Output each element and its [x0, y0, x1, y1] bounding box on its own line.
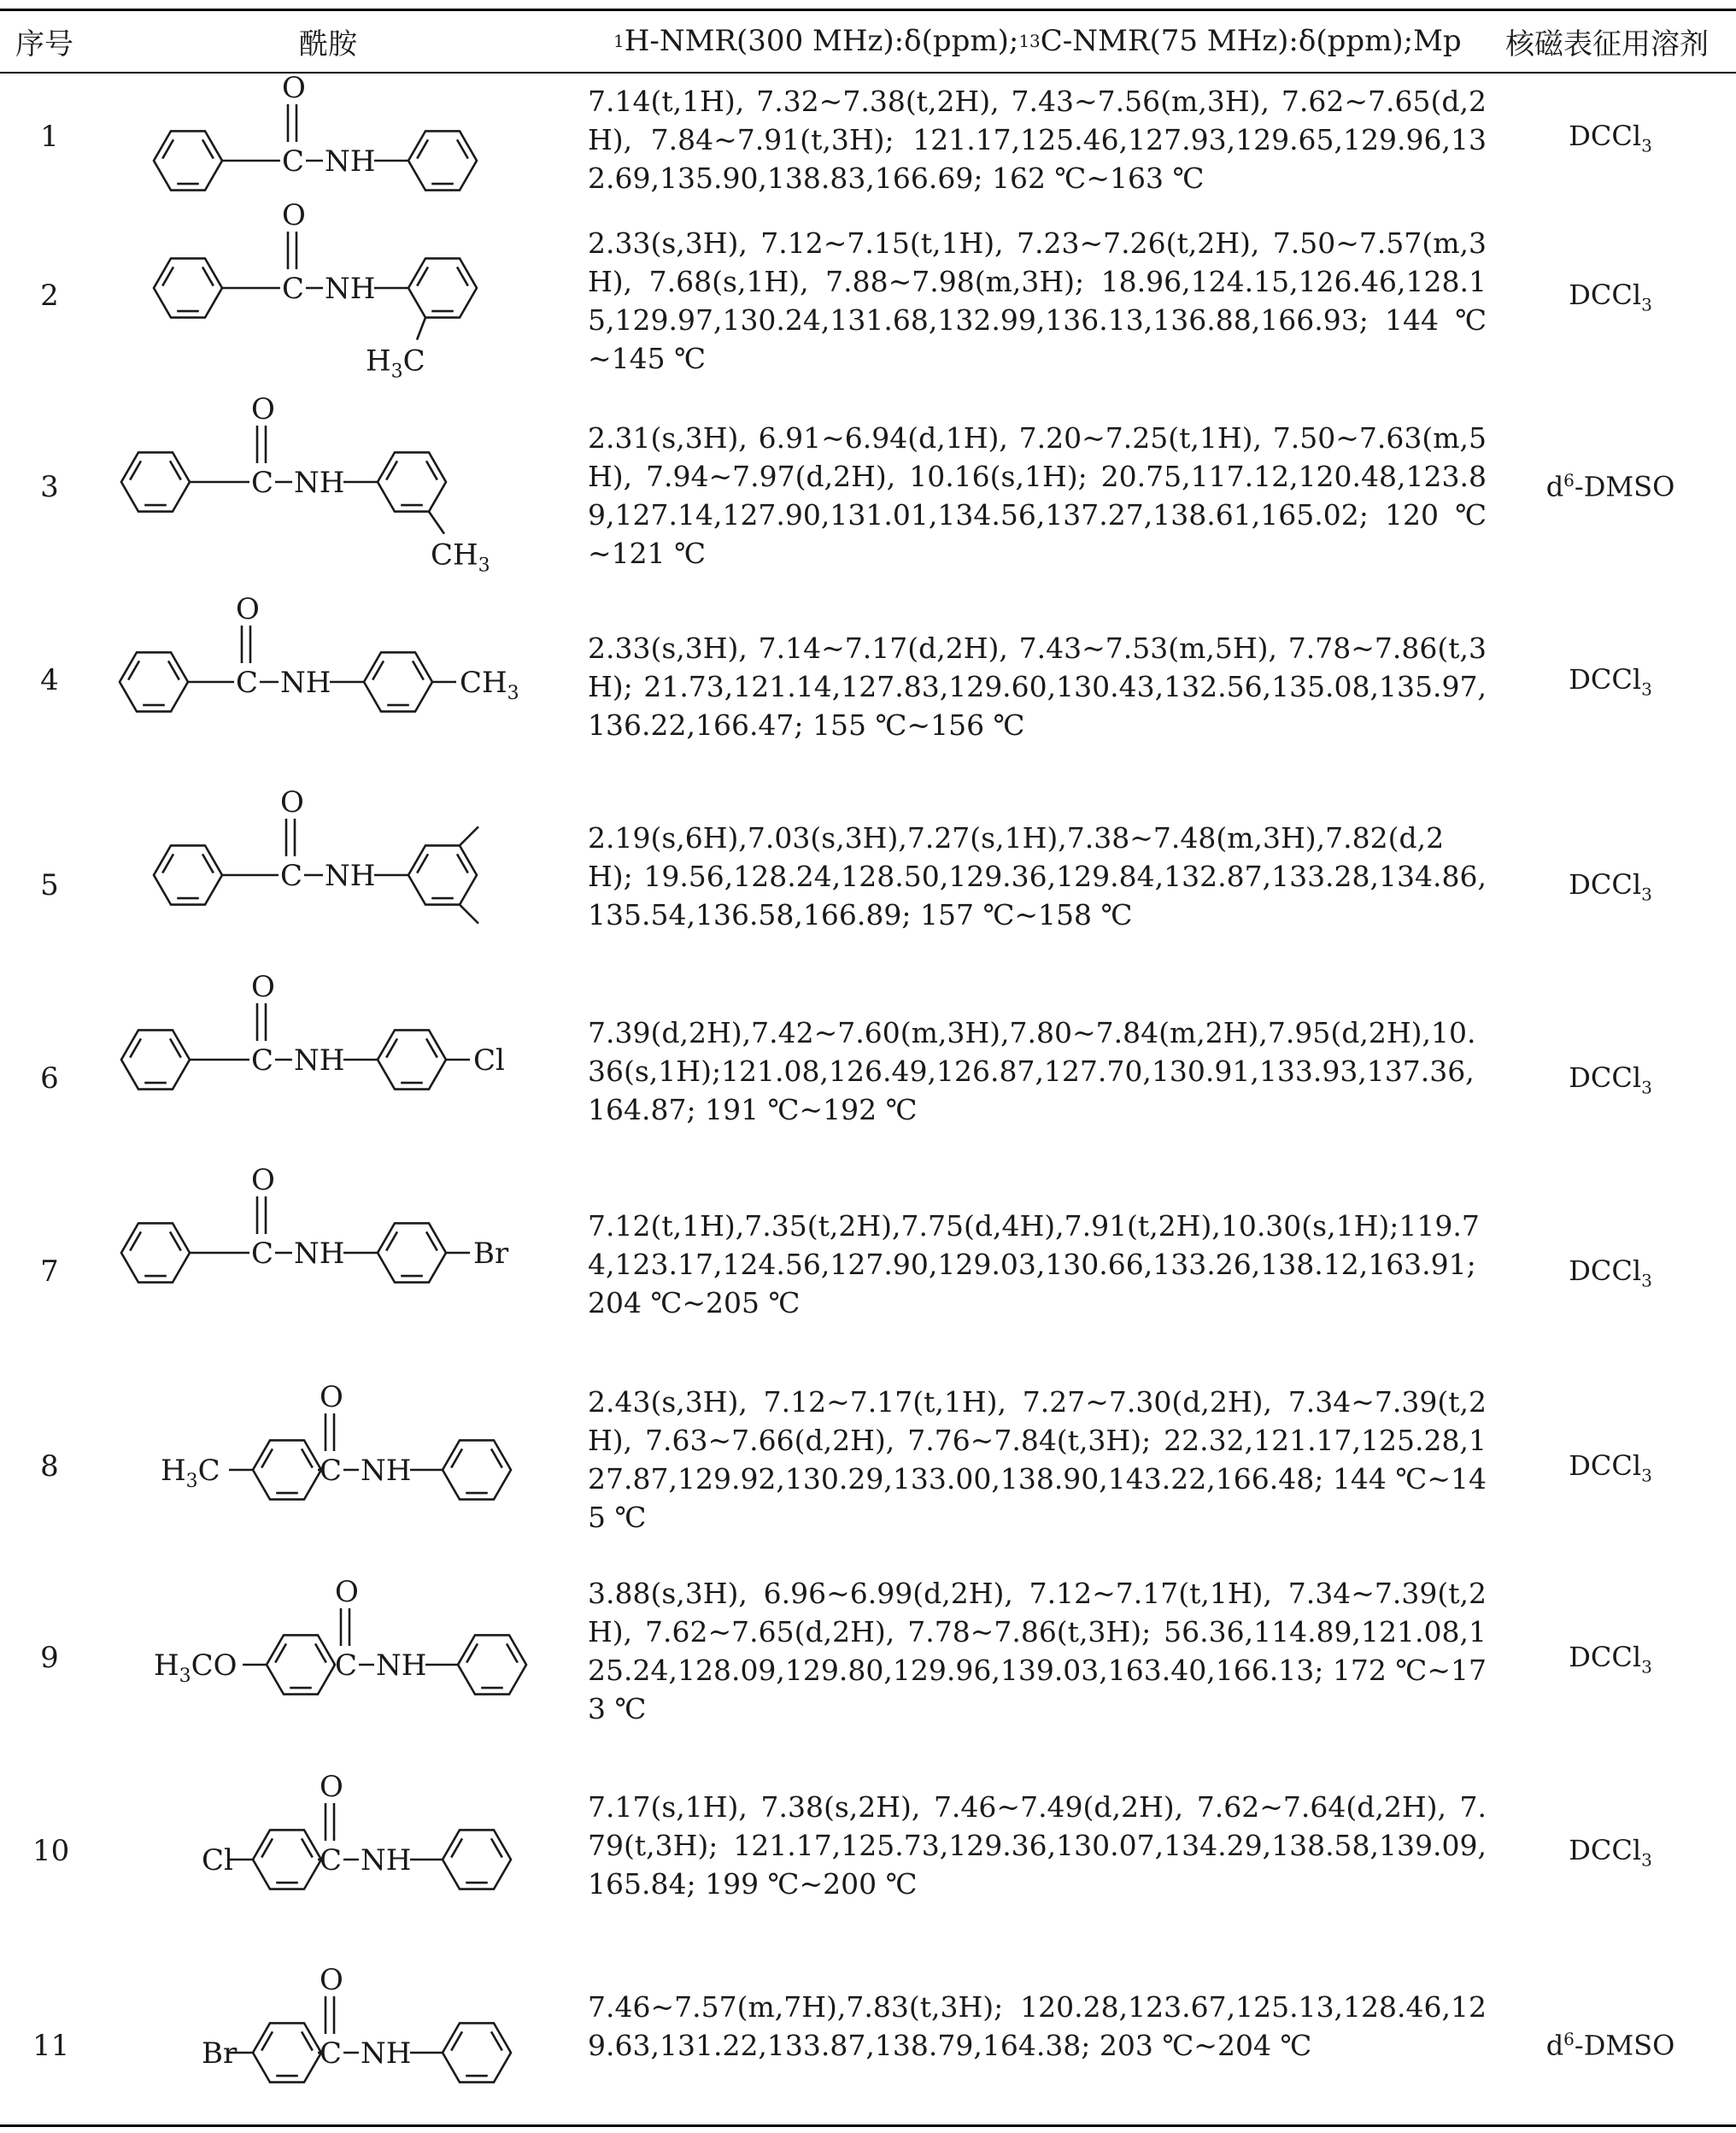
oxygen-label: O [335, 1575, 359, 1609]
carbonyl-carbon-label: C [236, 666, 259, 700]
methyl-bond [429, 512, 444, 534]
oxygen-label: O [282, 71, 306, 105]
aniline-ring [364, 652, 432, 711]
methyl-label: $H_3C$ [366, 344, 425, 383]
oxygen-label: O [320, 1963, 343, 1997]
benzoyl-ring [253, 1440, 321, 1499]
solvent-superscript: 6 [1563, 2029, 1575, 2049]
para-substituent-label: Br [473, 1237, 509, 1271]
aniline-ring [378, 1030, 446, 1089]
oxygen-label: O [320, 1380, 343, 1414]
benzoyl-ring [154, 131, 222, 190]
substituent-label: $H_3CO$ [154, 1648, 238, 1687]
nh-label: NH [361, 1454, 412, 1488]
row-number: 7 [40, 1255, 59, 1289]
aniline-ring [378, 1223, 446, 1282]
nmr-data: 7.39(d,2H),7.42~7.60(m,3H),7.80~7.84(m,2H),7.95(d,2H),10.36(s,1H);121.08,126.49,126.87,127.70,130.91,133.93,137.36,164.87; 191 ℃~192 ℃ [588, 1016, 1476, 1126]
solvent-name: DCCl [1569, 1641, 1642, 1673]
nh-label: NH [325, 272, 376, 306]
amide-structure [103, 71, 581, 215]
benzoyl-ring [253, 2023, 321, 2082]
solvent [1504, 2029, 1717, 2062]
oxygen-label: O [236, 592, 260, 626]
solvent [1504, 279, 1717, 314]
amide-structure [103, 392, 581, 598]
nmr-data: 3.88(s,3H), 6.96~6.99(d,2H), 7.12~7.17(t,1H), 7.34~7.39(t,2H), 7.62~7.65(d,2H), 7.78~7.86(t,3H); 56.36,114.89,121.08,125.24,128.09,129.80,129.96,139.03,163.40,166.13; 172 ℃~173 ℃ [588, 1577, 1487, 1725]
nh-label: NH [325, 859, 376, 893]
amide-structure [103, 1367, 581, 1560]
structure-diagram [103, 1560, 581, 1754]
header-h-nmr: H-NMR(300 MHz):δ(ppm); [624, 24, 1019, 58]
benzoyl-ring [253, 1830, 321, 1889]
solvent-name: DCCl [1569, 1834, 1642, 1866]
nh-label: NH [376, 1648, 427, 1683]
para-substituent-label: $CH_3$ [460, 666, 519, 704]
aniline-ring [408, 258, 477, 317]
solvent [1504, 470, 1717, 503]
oxygen-label: O [280, 785, 304, 820]
oxygen-label: O [320, 1770, 343, 1804]
benzoyl-ring [121, 1030, 190, 1089]
row-number: 6 [40, 1061, 59, 1096]
header-h-superscript: 1 [613, 31, 625, 51]
para-substituent-label: Cl [473, 1043, 505, 1078]
solvent-prefix: d [1545, 470, 1564, 503]
row-number: 10 [32, 1834, 70, 1868]
carbonyl-carbon-label: C [320, 2036, 343, 2071]
nh-label: NH [361, 2036, 412, 2071]
benzoyl-ring [121, 1223, 190, 1282]
aniline-ring [408, 845, 477, 904]
solvent-subscript: 3 [1641, 1656, 1652, 1678]
solvent-subscript: 3 [1641, 884, 1652, 905]
solvent-prefix: d [1545, 2029, 1564, 2062]
nh-label: NH [294, 1043, 345, 1078]
amide-structure [103, 1163, 581, 1367]
benzoyl-ring [267, 1635, 335, 1694]
header-c-nmr: C-NMR(75 MHz):δ(ppm);Mp [1040, 24, 1462, 58]
oxygen-label: O [251, 392, 275, 426]
solvent [1504, 1449, 1717, 1485]
carbonyl-carbon-label: C [335, 1648, 358, 1683]
nmr-data: 2.31(s,3H), 6.91~6.94(d,1H), 7.20~7.25(t,1H), 7.50~7.63(m,5H), 7.94~7.97(d,2H), 10.16(s,1H); 20.75,117.12,120.48,123.89,127.14,127.90,131.01,134.56,137.27,138.61,165.02; 120 ℃~121 ℃ [588, 421, 1487, 570]
nmr-data: 2.33(s,3H), 7.14~7.17(d,2H), 7.43~7.53(m,5H), 7.78~7.86(t,3H); 21.73,121.14,127.83,129.60,130.43,132.56,135.08,135.97,136.22,166.47; 155 ℃~156 ℃ [588, 632, 1487, 742]
carbonyl-carbon-label: C [251, 1043, 274, 1078]
nmr-data: 7.46~7.57(m,7H),7.83(t,3H); 120.28,123.67,125.13,128.46,129.63,131.22,133.87,138.79,164.38; 203 ℃~204 ℃ [588, 1990, 1487, 2062]
solvent [1504, 1834, 1717, 1870]
amide-structure [103, 198, 581, 407]
nmr-data: 7.17(s,1H), 7.38(s,2H), 7.46~7.49(d,2H), 7.62~7.64(d,2H), 7.79(t,3H); 121.17,125.73,129.36,130.07,134.29,138.58,139.09,165.84; 199 ℃~200 ℃ [588, 1790, 1487, 1901]
methyl-label: $CH_3$ [431, 538, 490, 577]
solvent [1504, 120, 1717, 156]
amide-structure [103, 1560, 581, 1754]
row-number: 2 [40, 279, 59, 313]
row-number: 5 [40, 868, 59, 902]
solvent-name: DCCl [1569, 120, 1642, 152]
nmr-data: 2.43(s,3H), 7.12~7.17(t,1H), 7.27~7.30(d,2H), 7.34~7.39(t,2H), 7.63~7.66(d,2H), 7.76~7.84(t,3H); 22.32,121.17,125.28,127.87,129.92,130.29,133.00,138.90,143.22,166.48; 144 ℃~145 ℃ [588, 1385, 1487, 1534]
solvent-subscript: 3 [1641, 294, 1652, 315]
aniline-ring [458, 1635, 526, 1694]
solvent [1504, 1061, 1717, 1097]
solvent-subscript: 3 [1641, 1270, 1652, 1291]
benzoyl-ring [154, 845, 222, 904]
solvent-subscript: 3 [1641, 1465, 1652, 1486]
substituent-label: Br [202, 2036, 238, 2071]
methyl-bond [417, 318, 425, 340]
amide-structure [103, 592, 581, 790]
structure-diagram [103, 1754, 581, 1945]
structure-diagram [103, 1163, 581, 1367]
row-number: 3 [40, 470, 59, 504]
solvent-name: DCCl [1569, 279, 1642, 311]
carbonyl-carbon-label: C [280, 859, 303, 893]
aniline-ring [443, 1830, 511, 1889]
solvent-name: -DMSO [1574, 2029, 1675, 2062]
carbonyl-carbon-label: C [282, 144, 305, 179]
structure-diagram [103, 392, 581, 598]
solvent-name: -DMSO [1574, 470, 1675, 503]
row-number: 8 [40, 1449, 59, 1484]
solvent-name: DCCl [1569, 1061, 1642, 1094]
structure-diagram [103, 198, 581, 407]
nh-label: NH [361, 1843, 412, 1877]
solvent-name: DCCl [1569, 1255, 1642, 1287]
benzoyl-ring [120, 652, 188, 711]
structure-diagram [103, 785, 581, 983]
solvent-name: DCCl [1569, 868, 1642, 901]
structure-diagram [103, 71, 581, 215]
solvent-subscript: 3 [1641, 679, 1652, 700]
nh-label: NH [294, 1237, 345, 1271]
carbonyl-carbon-label: C [251, 1237, 274, 1271]
row-number: 4 [40, 663, 59, 697]
carbonyl-carbon-label: C [282, 272, 305, 306]
bottom-rule [0, 2124, 1736, 2127]
header-c-superscript: 13 [1018, 31, 1041, 51]
carbonyl-carbon-label: C [251, 466, 274, 500]
aniline-ring [443, 1440, 511, 1499]
solvent [1504, 868, 1717, 904]
solvent [1504, 1255, 1717, 1290]
aniline-ring [408, 131, 477, 190]
header-rule [0, 72, 1736, 73]
solvent-name: DCCl [1569, 1449, 1642, 1482]
nh-label: NH [280, 666, 331, 700]
header-amide: 酰胺 [299, 26, 357, 62]
structure-diagram [103, 1367, 581, 1560]
methyl-bond [460, 826, 478, 845]
solvent-superscript: 6 [1563, 470, 1575, 491]
structure-diagram [103, 592, 581, 790]
structure-diagram [103, 1945, 581, 2124]
benzoyl-ring [154, 258, 222, 317]
header-nmr [613, 10, 1462, 72]
carbonyl-carbon-label: C [320, 1454, 343, 1488]
nmr-data: 7.14(t,1H), 7.32~7.38(t,2H), 7.43~7.56(m,3H), 7.62~7.65(d,2H), 7.84~7.91(t,3H); 121.17,125.46,127.93,129.65,129.96,132.69,135.90,138.83,166.69; 162 ℃~163 ℃ [588, 85, 1487, 195]
amide-structure [103, 785, 581, 983]
amide-structure [103, 1754, 581, 1945]
header-index: 序号 [15, 26, 73, 62]
substituent-label: $H_3C$ [161, 1454, 220, 1492]
solvent-subscript: 3 [1641, 1849, 1652, 1871]
structure-diagram [103, 970, 581, 1176]
nmr-data: 2.19(s,6H),7.03(s,3H),7.27(s,1H),7.38~7.48(m,3H),7.82(d,2H); 19.56,128.24,128.50,129.36,129.84,132.87,133.28,134.86,135.54,136.58,166.89; 157 ℃~158 ℃ [588, 821, 1487, 931]
row-number: 1 [40, 120, 59, 154]
solvent [1504, 663, 1717, 699]
benzoyl-ring [121, 452, 190, 511]
substituent-label: Cl [202, 1843, 233, 1877]
nh-label: NH [325, 144, 376, 179]
aniline-ring [378, 452, 446, 511]
header-solvent: 核磁表征用溶剂 [1505, 26, 1709, 62]
solvent [1504, 1641, 1717, 1677]
nh-label: NH [294, 466, 345, 500]
oxygen-label: O [251, 970, 275, 1004]
row-number: 9 [40, 1641, 59, 1675]
solvent-subscript: 3 [1641, 1077, 1652, 1098]
oxygen-label: O [282, 198, 306, 232]
row-number: 11 [32, 2029, 70, 2063]
oxygen-label: O [251, 1163, 275, 1197]
amide-structure [103, 970, 581, 1176]
nmr-data: 2.33(s,3H), 7.12~7.15(t,1H), 7.23~7.26(t,2H), 7.50~7.57(m,3H), 7.68(s,1H), 7.88~7.98(m,3H); 18.96,124.15,126.46,128.15,129.97,130.24,131.68,132.99,136.13,136.88,166.93; 144 ℃~145 ℃ [588, 226, 1487, 375]
aniline-ring [443, 2023, 511, 2082]
carbonyl-carbon-label: C [320, 1843, 343, 1877]
amide-structure [103, 1945, 581, 2124]
solvent-subscript: 3 [1641, 135, 1652, 156]
methyl-bond [460, 905, 478, 924]
nmr-data: 7.12(t,1H),7.35(t,2H),7.75(d,4H),7.91(t,2H),10.30(s,1H);119.74,123.17,124.56,127.90,129.03,130.66,133.26,138.12,163.91;204 ℃~205 ℃ [588, 1209, 1480, 1319]
solvent-name: DCCl [1569, 663, 1642, 696]
